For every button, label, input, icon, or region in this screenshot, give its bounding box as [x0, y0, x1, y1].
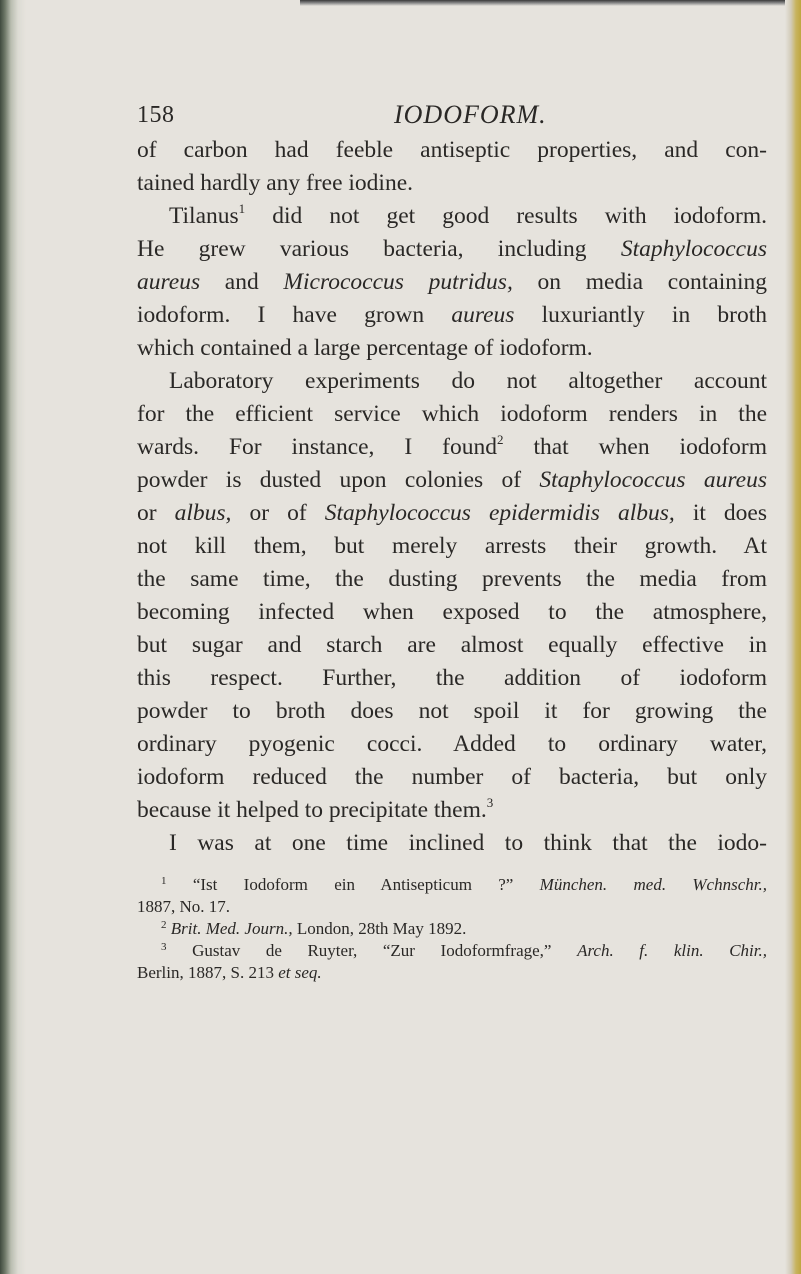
page-header	[137, 100, 767, 134]
italic-run: Micrococcus putridus,	[283, 269, 513, 295]
book-binding-edge	[0, 0, 26, 1274]
paragraph	[137, 134, 767, 200]
text-run: this respect. Further, the addition of iodoform	[137, 665, 767, 691]
italic-run: Staphylococcus	[620, 236, 767, 262]
paragraph	[137, 827, 767, 860]
text-line	[137, 563, 767, 596]
text-run: Laboratory experiments do not altogether account	[169, 368, 767, 394]
text-run: 1887, No. 17.	[137, 897, 231, 916]
text-line	[137, 695, 767, 728]
italic-run: aureus	[137, 269, 201, 295]
text-line	[137, 530, 767, 563]
footnote-ref[interactable]: 1	[238, 201, 246, 216]
text-line	[137, 464, 767, 497]
text-run: becoming infected when exposed to the atmosphere,	[137, 599, 767, 625]
italic-run: München. med. Wchnschr.,	[539, 875, 767, 894]
book-page	[137, 100, 767, 984]
text-run: powder is dusted upon colonies of	[137, 467, 540, 493]
footnotes	[137, 874, 767, 984]
text-run: London, 28th May 1892.	[292, 919, 467, 938]
text-run: of carbon had feeble antiseptic properties, and con-	[137, 137, 767, 163]
text-run: luxuriantly in broth	[514, 302, 767, 328]
text-run: or	[137, 500, 175, 526]
page-number: 158	[137, 102, 175, 128]
text-run: which contained a large percentage of iodoform.	[137, 335, 593, 361]
text-run: it does	[674, 500, 767, 526]
text-line	[137, 918, 767, 940]
text-line	[137, 266, 767, 299]
italic-run: albus,	[174, 500, 232, 526]
text-line	[137, 200, 767, 233]
text-run: Tilanus	[169, 203, 239, 229]
text-line	[137, 794, 767, 827]
paragraph	[137, 200, 767, 365]
text-run: powder to broth does not spoil it for growing the	[137, 698, 767, 724]
text-line	[137, 497, 767, 530]
paragraph	[137, 365, 767, 827]
text-line	[137, 662, 767, 695]
text-line	[137, 728, 767, 761]
text-run: tained hardly any free iodine.	[137, 170, 414, 196]
text-line	[137, 332, 767, 365]
footnote	[137, 918, 767, 940]
text-line	[137, 596, 767, 629]
running-title: IODOFORM.	[394, 100, 547, 129]
text-run: the same time, the dusting prevents the media from	[137, 566, 767, 592]
footnote-ref[interactable]: 3	[486, 795, 494, 810]
text-line	[137, 629, 767, 662]
italic-run: Brit. Med. Journ.,	[170, 919, 293, 938]
text-line	[137, 398, 767, 431]
footnote-marker: 2	[161, 919, 167, 931]
text-line	[137, 299, 767, 332]
italic-run: et seq.	[278, 963, 322, 982]
text-run: iodoform. I have grown	[137, 302, 452, 328]
text-line	[137, 365, 767, 398]
footnote-ref[interactable]: 2	[497, 432, 504, 447]
text-run: that when iodoform	[503, 434, 767, 460]
text-run: did not get good results with iodoform.	[245, 203, 767, 229]
footnote	[137, 940, 767, 984]
text-run: but sugar and starch are almost equally effective in	[137, 632, 767, 658]
footnote-marker: 1	[161, 875, 167, 887]
text-run: iodoform reduced the number of bacteria, but only	[137, 764, 767, 790]
text-line	[137, 167, 767, 200]
text-line	[137, 896, 767, 918]
text-run: because it helped to precipitate them.	[137, 797, 487, 823]
text-line	[137, 874, 767, 896]
text-run: He grew various bacteria, including	[137, 236, 621, 262]
page-right-edge	[785, 0, 801, 1274]
text-run: and	[200, 269, 284, 295]
page-top-edge	[300, 0, 801, 6]
text-run: I was at one time inclined to think that the iodo-	[169, 830, 767, 856]
text-run: or of	[231, 500, 325, 526]
text-run: “Ist Iodoform ein Antisepticum ?”	[166, 875, 540, 894]
text-run: wards. For instance, I found	[137, 434, 498, 460]
text-line	[137, 233, 767, 266]
text-run: ordinary pyogenic cocci. Added to ordinary water,	[137, 731, 767, 757]
text-run: Gustav de Ruyter, “Zur Iodoformfrage,”	[166, 941, 578, 960]
footnote-marker: 3	[161, 941, 167, 953]
text-run: on media containing	[512, 269, 767, 295]
text-line	[137, 940, 767, 962]
italic-run: aureus	[451, 302, 515, 328]
italic-run: Staphylococcus epidermidis albus,	[324, 500, 675, 526]
text-run: Berlin, 1887, S. 213	[137, 963, 279, 982]
text-line	[137, 134, 767, 167]
footnote	[137, 874, 767, 918]
text-line	[137, 962, 767, 984]
text-run: for the efficient service which iodoform renders in the	[137, 401, 767, 427]
text-line	[137, 431, 767, 464]
body-text	[137, 134, 767, 860]
text-run: not kill them, but merely arrests their growth. At	[137, 533, 767, 559]
italic-run: Arch. f. klin. Chir.,	[577, 941, 767, 960]
text-line	[137, 827, 767, 860]
italic-run: Staphylococcus aureus	[539, 467, 767, 493]
text-line	[137, 761, 767, 794]
